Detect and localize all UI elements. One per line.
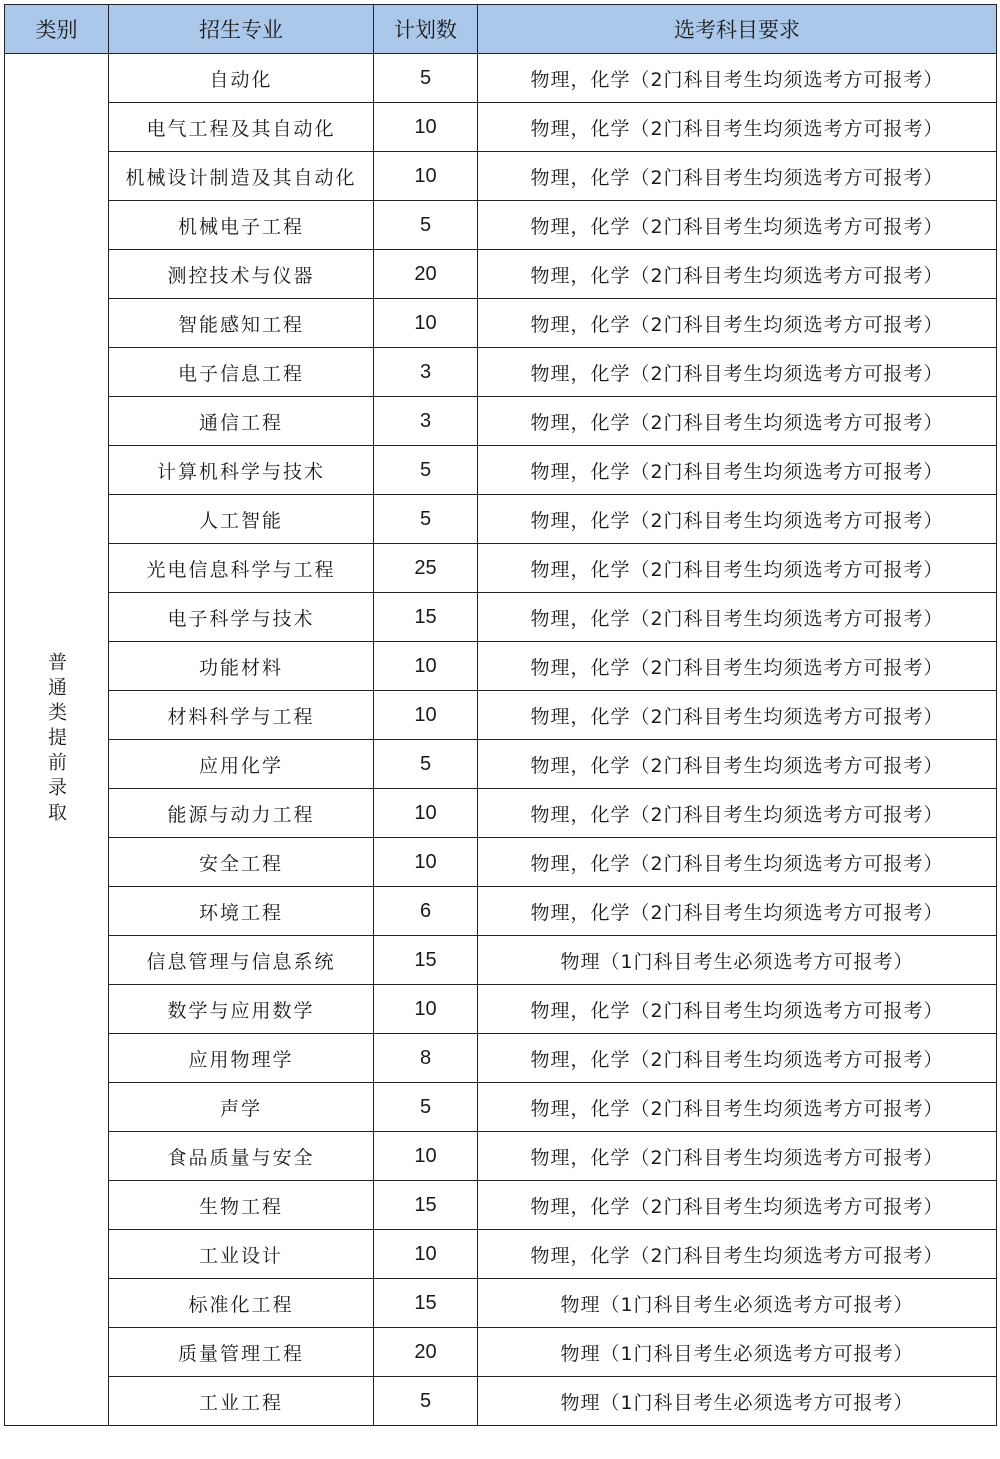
plan-cell: 10 [374,691,478,740]
plan-cell: 5 [374,740,478,789]
header-category: 类别 [5,5,109,54]
requirement-cell: 物理（1门科目考生必须选考方可报考） [478,936,997,985]
table-row [5,1377,997,1426]
plan-cell: 5 [374,1377,478,1426]
major-cell: 电子信息工程 [109,348,374,397]
major-cell: 工业设计 [109,1230,374,1279]
table-row [5,838,997,887]
requirement-cell: 物理，化学（2门科目考生均须选考方可报考） [478,1034,997,1083]
major-cell: 人工智能 [109,495,374,544]
plan-cell: 10 [374,642,478,691]
requirement-cell: 物理，化学（2门科目考生均须选考方可报考） [478,1083,997,1132]
requirement-cell: 物理，化学（2门科目考生均须选考方可报考） [478,985,997,1034]
requirement-cell: 物理，化学（2门科目考生均须选考方可报考） [478,201,997,250]
plan-cell: 5 [374,1083,478,1132]
plan-cell: 10 [374,152,478,201]
requirement-cell: 物理，化学（2门科目考生均须选考方可报考） [478,593,997,642]
requirement-cell: 物理，化学（2门科目考生均须选考方可报考） [478,54,997,103]
table-row [5,201,997,250]
table-row [5,642,997,691]
table-row [5,887,997,936]
plan-cell: 5 [374,446,478,495]
major-cell: 应用物理学 [109,1034,374,1083]
requirement-cell: 物理，化学（2门科目考生均须选考方可报考） [478,887,997,936]
plan-cell: 10 [374,789,478,838]
plan-cell: 10 [374,1132,478,1181]
requirement-cell: 物理，化学（2门科目考生均须选考方可报考） [478,495,997,544]
plan-cell: 20 [374,250,478,299]
major-cell: 电子科学与技术 [109,593,374,642]
header-row [5,5,997,54]
table-row [5,740,997,789]
major-cell: 信息管理与信息系统 [109,936,374,985]
major-cell: 声学 [109,1083,374,1132]
table-row [5,1083,997,1132]
plan-cell: 25 [374,544,478,593]
requirement-cell: 物理（1门科目考生必须选考方可报考） [478,1328,997,1377]
requirement-cell: 物理，化学（2门科目考生均须选考方可报考） [478,544,997,593]
requirement-cell: 物理，化学（2门科目考生均须选考方可报考） [478,152,997,201]
enrollment-table [4,4,997,1426]
major-cell: 食品质量与安全 [109,1132,374,1181]
table-row [5,1132,997,1181]
table-row [5,495,997,544]
major-cell: 智能感知工程 [109,299,374,348]
header-requirement: 选考科目要求 [478,5,997,54]
requirement-cell: 物理（1门科目考生必须选考方可报考） [478,1279,997,1328]
plan-cell: 3 [374,348,478,397]
table-row [5,152,997,201]
table-row [5,299,997,348]
major-cell: 应用化学 [109,740,374,789]
table-row [5,1279,997,1328]
plan-cell: 10 [374,1230,478,1279]
requirement-cell: 物理，化学（2门科目考生均须选考方可报考） [478,1132,997,1181]
requirement-cell: 物理，化学（2门科目考生均须选考方可报考） [478,691,997,740]
major-cell: 标准化工程 [109,1279,374,1328]
major-cell: 机械设计制造及其自动化 [109,152,374,201]
table-row [5,1328,997,1377]
table-row [5,936,997,985]
plan-cell: 15 [374,1181,478,1230]
major-cell: 光电信息科学与工程 [109,544,374,593]
major-cell: 生物工程 [109,1181,374,1230]
table-row [5,789,997,838]
major-cell: 数学与应用数学 [109,985,374,1034]
major-cell: 环境工程 [109,887,374,936]
category-cell: 普通类提前录取 [5,54,109,1426]
table-row [5,397,997,446]
plan-cell: 3 [374,397,478,446]
requirement-cell: 物理，化学（2门科目考生均须选考方可报考） [478,446,997,495]
requirement-cell: 物理，化学（2门科目考生均须选考方可报考） [478,740,997,789]
major-cell: 机械电子工程 [109,201,374,250]
requirement-cell: 物理，化学（2门科目考生均须选考方可报考） [478,1230,997,1279]
plan-cell: 10 [374,838,478,887]
table-row [5,1034,997,1083]
table-row [5,985,997,1034]
table-row [5,348,997,397]
major-cell: 能源与动力工程 [109,789,374,838]
plan-cell: 15 [374,1279,478,1328]
plan-cell: 8 [374,1034,478,1083]
plan-cell: 5 [374,495,478,544]
plan-cell: 15 [374,936,478,985]
table-row [5,250,997,299]
requirement-cell: 物理，化学（2门科目考生均须选考方可报考） [478,838,997,887]
major-cell: 工业工程 [109,1377,374,1426]
requirement-cell: 物理（1门科目考生必须选考方可报考） [478,1377,997,1426]
table-body [5,54,997,1426]
plan-cell: 10 [374,985,478,1034]
major-cell: 通信工程 [109,397,374,446]
table-row [5,446,997,495]
requirement-cell: 物理，化学（2门科目考生均须选考方可报考） [478,348,997,397]
table-row [5,1181,997,1230]
table-row [5,544,997,593]
table-row [5,54,997,103]
requirement-cell: 物理，化学（2门科目考生均须选考方可报考） [478,789,997,838]
table-row [5,103,997,152]
table-row [5,1230,997,1279]
requirement-cell: 物理，化学（2门科目考生均须选考方可报考） [478,103,997,152]
header-major: 招生专业 [109,5,374,54]
requirement-cell: 物理，化学（2门科目考生均须选考方可报考） [478,397,997,446]
plan-cell: 6 [374,887,478,936]
plan-cell: 5 [374,54,478,103]
requirement-cell: 物理，化学（2门科目考生均须选考方可报考） [478,250,997,299]
table-row [5,691,997,740]
major-cell: 安全工程 [109,838,374,887]
plan-cell: 5 [374,201,478,250]
requirement-cell: 物理，化学（2门科目考生均须选考方可报考） [478,299,997,348]
table-row [5,593,997,642]
major-cell: 质量管理工程 [109,1328,374,1377]
requirement-cell: 物理，化学（2门科目考生均须选考方可报考） [478,642,997,691]
plan-cell: 15 [374,593,478,642]
plan-cell: 20 [374,1328,478,1377]
plan-cell: 10 [374,299,478,348]
major-cell: 电气工程及其自动化 [109,103,374,152]
header-plan: 计划数 [374,5,478,54]
major-cell: 功能材料 [109,642,374,691]
major-cell: 材料科学与工程 [109,691,374,740]
requirement-cell: 物理，化学（2门科目考生均须选考方可报考） [478,1181,997,1230]
plan-cell: 10 [374,103,478,152]
major-cell: 自动化 [109,54,374,103]
major-cell: 测控技术与仪器 [109,250,374,299]
major-cell: 计算机科学与技术 [109,446,374,495]
